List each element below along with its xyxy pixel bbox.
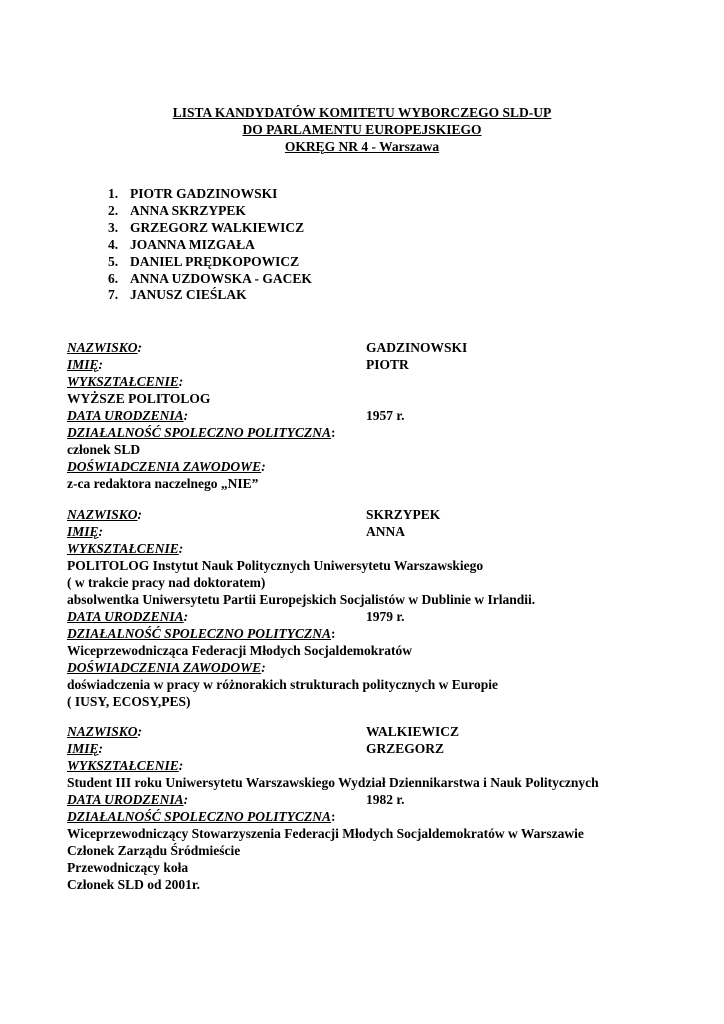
experience-label: DOŚWIADCZENIA ZAWODOWE xyxy=(67,660,262,675)
candidate-name: DANIEL PRĘDKOPOWICZ xyxy=(130,253,300,269)
education-text: absolwentka Uniwersytetu Partii Europejskich Socjalistów w Dublinie w Irlandii. xyxy=(67,592,536,607)
birth-date-value: 1979 r. xyxy=(366,609,405,624)
candidate-number: 4. xyxy=(108,236,119,252)
candidate-number: 7. xyxy=(108,287,119,303)
activity-row: DZIAŁALNOŚĆ SPOLECZNO POLITYCZNA: xyxy=(67,626,336,641)
experience-text: ( IUSY, ECOSY,PES) xyxy=(67,694,191,709)
birth-date-label: DATA URODZENIA xyxy=(67,408,184,423)
first-name-value: ANNA xyxy=(366,524,405,539)
header-title-line-1: LISTA KANDYDATÓW KOMITETU WYBORCZEGO SLD-UP xyxy=(172,105,552,120)
document-header xyxy=(0,104,724,155)
activity-label: DZIAŁALNOŚĆ SPOLECZNO POLITYCZNA xyxy=(67,809,332,824)
header-title-line-3: OKRĘG NR 4 - Warszawa xyxy=(284,139,440,154)
education-row: WYKSZTAŁCENIE: xyxy=(67,374,184,389)
birth-date-row: DATA URODZENIA: 1982 r. xyxy=(67,792,405,807)
birth-date-value: 1957 r. xyxy=(366,408,405,423)
activity-row: DZIAŁALNOŚĆ SPOLECZNO POLITYCZNA: xyxy=(67,809,336,824)
surname-label: NAZWISKO xyxy=(67,724,138,739)
education-label: WYKSZTAŁCENIE xyxy=(67,758,179,773)
header-title-line-2: DO PARLAMENTU EUROPEJSKIEGO xyxy=(242,122,482,137)
candidate-number: 2. xyxy=(108,202,119,218)
candidate-list-item xyxy=(108,220,312,237)
candidate-name: PIOTR GADZINOWSKI xyxy=(130,186,278,201)
education-row: WYKSZTAŁCENIE: xyxy=(67,541,184,556)
birth-date-label: DATA URODZENIA xyxy=(67,609,184,624)
activity-row: DZIAŁALNOŚĆ SPOLECZNO POLITYCZNA: xyxy=(67,425,336,440)
birth-date-row: DATA URODZENIA: 1979 r. xyxy=(67,609,405,624)
activity-text: członek SLD xyxy=(67,442,141,457)
surname-row: NAZWISKO: WALKIEWICZ xyxy=(67,724,460,739)
surname-row: NAZWISKO: GADZINOWSKI xyxy=(67,340,468,355)
candidate-profile-skrzypek xyxy=(67,506,707,710)
experience-text: z-ca redaktora naczelnego „NIE” xyxy=(67,476,259,491)
education-label: WYKSZTAŁCENIE xyxy=(67,541,179,556)
surname-row: NAZWISKO: SKRZYPEK xyxy=(67,507,441,522)
education-label: WYKSZTAŁCENIE xyxy=(67,374,179,389)
birth-date-value: 1982 r. xyxy=(366,792,405,807)
surname-value: WALKIEWICZ xyxy=(366,724,460,739)
candidate-number: 1. xyxy=(108,186,119,201)
first-name-label: IMIĘ xyxy=(67,357,99,372)
candidate-profile-gadzinowski xyxy=(67,339,707,492)
candidate-name: GRZEGORZ WALKIEWICZ xyxy=(130,219,305,235)
candidate-list-item xyxy=(108,186,312,203)
candidate-list-item xyxy=(108,237,312,254)
surname-value: GADZINOWSKI xyxy=(366,340,468,355)
education-text: WYŻSZE POLITOLOG xyxy=(67,391,211,406)
activity-label: DZIAŁALNOŚĆ SPOLECZNO POLITYCZNA xyxy=(67,626,332,641)
activity-label: DZIAŁALNOŚĆ SPOLECZNO POLITYCZNA xyxy=(67,425,332,440)
candidate-name: ANNA UZDOWSKA - GACEK xyxy=(130,270,312,286)
activity-text: Członek Zarządu Śródmieście xyxy=(67,843,241,858)
candidate-number: 5. xyxy=(108,253,119,269)
first-name-row: IMIĘ: ANNA xyxy=(67,524,405,539)
first-name-value: GRZEGORZ xyxy=(366,741,445,756)
education-text: Student III roku Uniwersytetu Warszawskiego Wydział Dziennikarstwa i Nauk Politycznych xyxy=(67,775,599,790)
first-name-label: IMIĘ xyxy=(67,524,99,539)
candidate-profile-walkiewicz xyxy=(67,723,707,893)
surname-label: NAZWISKO xyxy=(67,340,138,355)
candidate-number: 6. xyxy=(108,270,119,286)
activity-text: Członek SLD od 2001r. xyxy=(67,877,201,892)
candidate-list-item xyxy=(108,287,312,304)
birth-date-label: DATA URODZENIA xyxy=(67,792,184,807)
candidate-name: ANNA SKRZYPEK xyxy=(130,202,246,218)
education-text: POLITOLOG Instytut Nauk Politycznych Uniwersytetu Warszawskiego xyxy=(67,558,484,573)
activity-text: Wiceprzewodnicząca Federacji Młodych Socjaldemokratów xyxy=(67,643,413,658)
experience-label: DOŚWIADCZENIA ZAWODOWE xyxy=(67,459,262,474)
experience-row: DOŚWIADCZENIA ZAWODOWE: xyxy=(67,660,266,675)
candidate-list-item xyxy=(108,271,312,288)
surname-value: SKRZYPEK xyxy=(366,507,441,522)
experience-text: doświadczenia w pracy w różnorakich strukturach politycznych w Europie xyxy=(67,677,498,692)
candidate-list-item xyxy=(108,254,312,271)
first-name-row: IMIĘ: PIOTR xyxy=(67,357,409,372)
education-text: ( w trakcie pracy nad doktoratem) xyxy=(67,575,266,590)
candidate-name: JANUSZ CIEŚLAK xyxy=(130,287,247,303)
education-row: WYKSZTAŁCENIE: xyxy=(67,758,184,773)
first-name-row: IMIĘ: GRZEGORZ xyxy=(67,741,445,756)
surname-label: NAZWISKO xyxy=(67,507,138,522)
candidate-number: 3. xyxy=(108,219,119,235)
experience-row: DOŚWIADCZENIA ZAWODOWE: xyxy=(67,459,266,474)
birth-date-row: DATA URODZENIA: 1957 r. xyxy=(67,408,405,423)
candidate-list xyxy=(108,186,312,304)
first-name-label: IMIĘ xyxy=(67,741,99,756)
candidate-list-item xyxy=(108,203,312,220)
first-name-value: PIOTR xyxy=(366,357,409,372)
activity-text: Przewodniczący koła xyxy=(67,860,189,875)
candidate-name: JOANNA MIZGAŁA xyxy=(130,236,255,252)
activity-text: Wiceprzewodniczący Stowarzyszenia Federacji Młodych Socjaldemokratów w Warszawie xyxy=(67,826,584,841)
